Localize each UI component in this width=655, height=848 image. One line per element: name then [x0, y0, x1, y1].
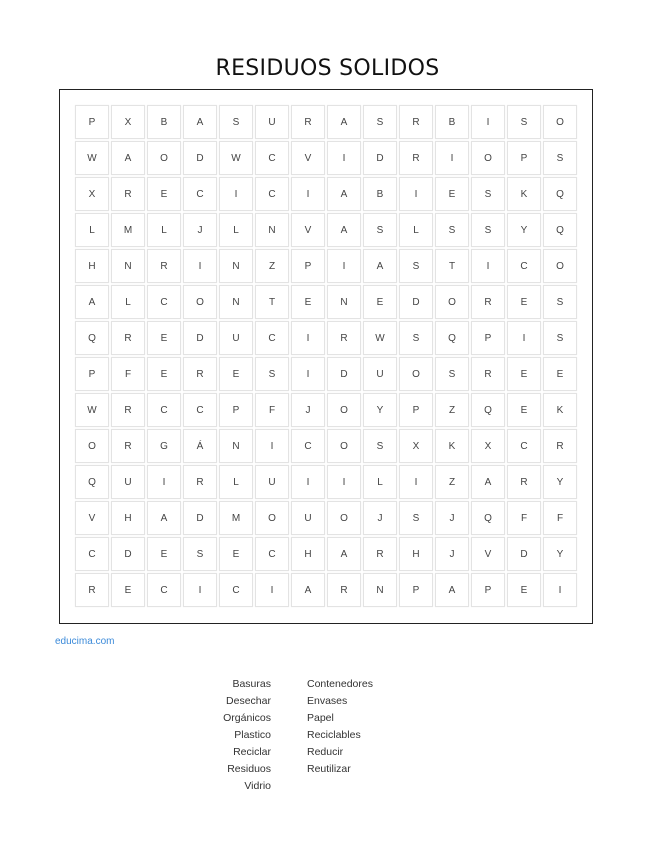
word-list-item: Plastico — [234, 729, 271, 741]
grid-cell[interactable]: S — [183, 537, 217, 571]
grid-cell[interactable]: J — [435, 537, 469, 571]
grid-cell[interactable]: E — [111, 573, 145, 607]
grid-cell[interactable]: S — [471, 213, 505, 247]
grid-cell[interactable]: J — [291, 393, 325, 427]
grid-cell[interactable]: W — [219, 141, 253, 175]
grid-cell[interactable]: E — [507, 357, 541, 391]
grid-cell[interactable]: H — [75, 249, 109, 283]
grid-cell[interactable]: X — [399, 429, 433, 463]
grid-cell[interactable]: F — [543, 501, 577, 535]
grid-cell[interactable]: E — [147, 321, 181, 355]
grid-cell[interactable]: I — [399, 465, 433, 499]
grid-cell[interactable]: C — [255, 321, 289, 355]
grid-cell[interactable]: P — [219, 393, 253, 427]
word-list-item: Reciclar — [233, 746, 271, 758]
grid-cell[interactable]: S — [543, 285, 577, 319]
grid-cell[interactable]: A — [75, 285, 109, 319]
grid-cell[interactable]: F — [255, 393, 289, 427]
grid-cell[interactable]: J — [183, 213, 217, 247]
grid-cell[interactable]: U — [255, 105, 289, 139]
grid-cell[interactable]: R — [399, 141, 433, 175]
puzzle-title: RESIDUOS SOLIDOS — [215, 56, 440, 81]
grid-cell[interactable]: S — [507, 105, 541, 139]
grid-cell[interactable]: E — [507, 573, 541, 607]
grid-cell[interactable]: C — [507, 249, 541, 283]
grid-cell[interactable]: H — [111, 501, 145, 535]
word-list-item: Orgánicos — [223, 712, 271, 724]
grid-cell[interactable]: R — [363, 537, 397, 571]
grid-cell[interactable]: U — [255, 465, 289, 499]
grid-cell[interactable]: O — [147, 141, 181, 175]
grid-cell[interactable]: O — [471, 141, 505, 175]
grid-cell[interactable]: C — [507, 429, 541, 463]
grid-cell[interactable]: I — [219, 177, 253, 211]
grid-cell[interactable]: C — [255, 177, 289, 211]
grid-cell[interactable]: I — [255, 573, 289, 607]
word-list-item: Contenedores — [307, 678, 373, 690]
grid-cell[interactable]: I — [471, 105, 505, 139]
word-list-item: Basuras — [232, 678, 271, 690]
grid-cell[interactable]: I — [543, 573, 577, 607]
grid-cell[interactable]: A — [111, 141, 145, 175]
grid-cell[interactable]: D — [507, 537, 541, 571]
grid-cell[interactable]: Q — [471, 501, 505, 535]
grid-cell[interactable]: C — [255, 537, 289, 571]
grid-cell[interactable]: Q — [435, 321, 469, 355]
grid-cell[interactable]: X — [471, 429, 505, 463]
grid-cell[interactable]: I — [291, 465, 325, 499]
grid-cell[interactable]: R — [111, 429, 145, 463]
grid-cell[interactable]: S — [363, 213, 397, 247]
grid-cell[interactable]: S — [363, 105, 397, 139]
grid-cell[interactable]: S — [399, 501, 433, 535]
grid-cell[interactable]: I — [183, 573, 217, 607]
grid-cell[interactable]: U — [363, 357, 397, 391]
grid-cell[interactable]: N — [363, 573, 397, 607]
word-list-item: Reciclables — [307, 729, 361, 741]
grid-cell[interactable]: N — [255, 213, 289, 247]
grid-cell[interactable]: I — [183, 249, 217, 283]
grid-cell[interactable]: I — [327, 141, 361, 175]
grid-cell[interactable]: R — [471, 357, 505, 391]
grid-cell[interactable]: L — [363, 465, 397, 499]
grid-cell[interactable]: R — [183, 357, 217, 391]
word-list-item: Reducir — [307, 746, 344, 758]
grid-cell[interactable]: V — [291, 141, 325, 175]
grid-cell[interactable]: E — [219, 357, 253, 391]
grid-cell[interactable]: I — [291, 177, 325, 211]
grid-cell[interactable]: R — [471, 285, 505, 319]
word-list-item: Desechar — [226, 695, 271, 707]
word-list-item: Reutilizar — [307, 763, 351, 775]
grid-cell[interactable]: Á — [183, 429, 217, 463]
grid-cell[interactable]: R — [507, 465, 541, 499]
grid-cell[interactable]: N — [219, 285, 253, 319]
grid-cell[interactable]: E — [147, 357, 181, 391]
grid-cell[interactable]: A — [183, 105, 217, 139]
grid-cell[interactable]: E — [219, 537, 253, 571]
grid-cell[interactable]: A — [363, 249, 397, 283]
grid-cell[interactable]: D — [183, 501, 217, 535]
word-list-left — [150, 676, 271, 795]
grid-cell[interactable]: D — [183, 321, 217, 355]
grid-cell[interactable]: S — [435, 213, 469, 247]
word-list-item: Envases — [307, 695, 348, 707]
grid-cell[interactable]: E — [543, 357, 577, 391]
word-search-board — [59, 89, 593, 624]
grid-cell[interactable]: E — [435, 177, 469, 211]
grid-cell[interactable]: L — [399, 213, 433, 247]
word-list-item: Vidrio — [244, 780, 271, 792]
grid-cell[interactable]: O — [543, 249, 577, 283]
grid-cell[interactable]: V — [75, 501, 109, 535]
grid-cell[interactable]: R — [111, 393, 145, 427]
grid-cell[interactable]: D — [111, 537, 145, 571]
grid-cell[interactable]: D — [183, 141, 217, 175]
grid-cell[interactable]: E — [363, 285, 397, 319]
grid-cell[interactable]: R — [543, 429, 577, 463]
grid-cell[interactable]: R — [147, 249, 181, 283]
grid-cell[interactable]: R — [111, 177, 145, 211]
grid-cell[interactable]: H — [399, 537, 433, 571]
grid-cell[interactable]: S — [543, 321, 577, 355]
grid-cell[interactable]: O — [183, 285, 217, 319]
grid-cell[interactable]: D — [327, 357, 361, 391]
grid-cell[interactable]: O — [435, 285, 469, 319]
word-list-item: Residuos — [227, 763, 271, 775]
grid-cell[interactable]: Y — [507, 213, 541, 247]
grid-cell[interactable]: A — [435, 573, 469, 607]
grid-cell[interactable]: B — [363, 177, 397, 211]
grid-cell[interactable]: Q — [471, 393, 505, 427]
grid-cell[interactable]: A — [327, 105, 361, 139]
grid-cell[interactable]: T — [435, 249, 469, 283]
grid-cell[interactable]: S — [471, 177, 505, 211]
grid-cell[interactable]: L — [111, 285, 145, 319]
grid-cell[interactable]: Q — [75, 465, 109, 499]
grid-cell[interactable]: W — [75, 141, 109, 175]
grid-cell[interactable]: S — [399, 321, 433, 355]
grid-cell[interactable]: K — [543, 393, 577, 427]
grid-cell[interactable]: U — [111, 465, 145, 499]
grid-cell[interactable]: I — [327, 465, 361, 499]
grid-cell[interactable]: M — [111, 213, 145, 247]
grid-cell[interactable]: O — [399, 357, 433, 391]
grid-cell[interactable]: J — [435, 501, 469, 535]
grid-cell[interactable]: D — [399, 285, 433, 319]
grid-cell[interactable]: X — [75, 177, 109, 211]
grid-cell[interactable]: C — [75, 537, 109, 571]
grid-cell[interactable]: F — [507, 501, 541, 535]
grid-cell[interactable]: I — [471, 249, 505, 283]
grid-cell[interactable]: I — [507, 321, 541, 355]
grid-cell[interactable]: C — [183, 393, 217, 427]
grid-cell[interactable]: J — [363, 501, 397, 535]
grid-cell[interactable]: R — [183, 465, 217, 499]
grid-cell[interactable]: C — [147, 393, 181, 427]
grid-cell[interactable]: S — [399, 249, 433, 283]
grid-cell[interactable]: L — [219, 213, 253, 247]
grid-cell[interactable]: Y — [543, 465, 577, 499]
grid-cell[interactable]: G — [147, 429, 181, 463]
grid-cell[interactable]: I — [255, 429, 289, 463]
grid-cell[interactable]: S — [255, 357, 289, 391]
grid-cell[interactable]: N — [219, 249, 253, 283]
grid-cell[interactable]: B — [147, 105, 181, 139]
grid-cell[interactable]: P — [507, 141, 541, 175]
grid-cell[interactable]: E — [147, 537, 181, 571]
grid-cell[interactable]: T — [255, 285, 289, 319]
grid-cell[interactable]: E — [147, 177, 181, 211]
word-list-item: Papel — [307, 712, 334, 724]
grid-cell[interactable]: I — [399, 177, 433, 211]
grid-cell[interactable]: Q — [543, 177, 577, 211]
grid-cell[interactable]: Y — [363, 393, 397, 427]
grid-cell[interactable]: A — [327, 177, 361, 211]
grid-cell[interactable]: C — [219, 573, 253, 607]
grid-cell[interactable]: S — [363, 429, 397, 463]
grid-cell[interactable]: A — [291, 573, 325, 607]
grid-cell[interactable]: Y — [543, 537, 577, 571]
grid-cell[interactable]: P — [75, 357, 109, 391]
grid-cell[interactable]: A — [147, 501, 181, 535]
grid-cell[interactable]: R — [111, 321, 145, 355]
grid-cell[interactable]: P — [291, 249, 325, 283]
grid-cell[interactable]: N — [327, 285, 361, 319]
grid-cell[interactable]: O — [327, 393, 361, 427]
grid-cell[interactable]: Z — [435, 393, 469, 427]
grid-cell[interactable]: F — [111, 357, 145, 391]
grid-cell[interactable]: N — [219, 429, 253, 463]
grid-cell[interactable]: O — [255, 501, 289, 535]
grid-cell[interactable]: V — [471, 537, 505, 571]
grid-cell[interactable]: I — [435, 141, 469, 175]
grid-cell[interactable]: R — [327, 321, 361, 355]
grid-cell[interactable]: H — [291, 537, 325, 571]
grid-cell[interactable]: R — [75, 573, 109, 607]
grid-cell[interactable]: D — [363, 141, 397, 175]
grid-cell[interactable]: L — [219, 465, 253, 499]
grid-cell[interactable]: E — [291, 285, 325, 319]
brand-link[interactable]: educima.com — [55, 636, 115, 647]
grid-cell[interactable]: X — [111, 105, 145, 139]
grid-cell[interactable]: C — [291, 429, 325, 463]
grid-cell[interactable]: P — [399, 573, 433, 607]
grid-cell[interactable]: O — [327, 429, 361, 463]
grid-cell[interactable]: P — [75, 105, 109, 139]
grid-cell[interactable]: M — [219, 501, 253, 535]
grid-cell[interactable]: S — [219, 105, 253, 139]
grid-cell[interactable]: R — [399, 105, 433, 139]
grid-cell[interactable]: R — [327, 573, 361, 607]
grid-cell[interactable]: S — [543, 141, 577, 175]
grid-cell[interactable]: O — [543, 105, 577, 139]
grid-cell[interactable]: C — [183, 177, 217, 211]
grid-cell[interactable]: I — [147, 465, 181, 499]
grid-cell[interactable]: L — [75, 213, 109, 247]
grid-cell[interactable]: I — [291, 321, 325, 355]
letter-grid — [74, 104, 578, 608]
grid-cell[interactable]: S — [435, 357, 469, 391]
grid-cell[interactable]: E — [507, 393, 541, 427]
grid-cell[interactable]: L — [147, 213, 181, 247]
grid-cell[interactable]: V — [291, 213, 325, 247]
grid-cell[interactable]: O — [75, 429, 109, 463]
grid-cell[interactable]: P — [471, 321, 505, 355]
grid-cell[interactable]: Z — [255, 249, 289, 283]
grid-cell[interactable]: U — [291, 501, 325, 535]
grid-cell[interactable]: Q — [75, 321, 109, 355]
grid-cell[interactable]: B — [435, 105, 469, 139]
grid-cell[interactable]: N — [111, 249, 145, 283]
grid-cell[interactable]: K — [435, 429, 469, 463]
grid-cell[interactable]: A — [327, 213, 361, 247]
grid-cell[interactable]: U — [219, 321, 253, 355]
grid-cell[interactable]: C — [147, 573, 181, 607]
grid-cell[interactable]: W — [75, 393, 109, 427]
grid-cell[interactable]: E — [507, 285, 541, 319]
grid-cell[interactable]: W — [363, 321, 397, 355]
word-list-right — [307, 676, 447, 778]
grid-cell[interactable]: R — [291, 105, 325, 139]
grid-cell[interactable]: C — [255, 141, 289, 175]
grid-cell[interactable]: P — [399, 393, 433, 427]
grid-cell[interactable]: Q — [543, 213, 577, 247]
grid-cell[interactable]: P — [471, 573, 505, 607]
grid-cell[interactable]: A — [471, 465, 505, 499]
grid-cell[interactable]: Z — [435, 465, 469, 499]
grid-cell[interactable]: I — [291, 357, 325, 391]
grid-cell[interactable]: C — [147, 285, 181, 319]
grid-cell[interactable]: A — [327, 537, 361, 571]
grid-cell[interactable]: I — [327, 249, 361, 283]
grid-cell[interactable]: K — [507, 177, 541, 211]
grid-cell[interactable]: O — [327, 501, 361, 535]
